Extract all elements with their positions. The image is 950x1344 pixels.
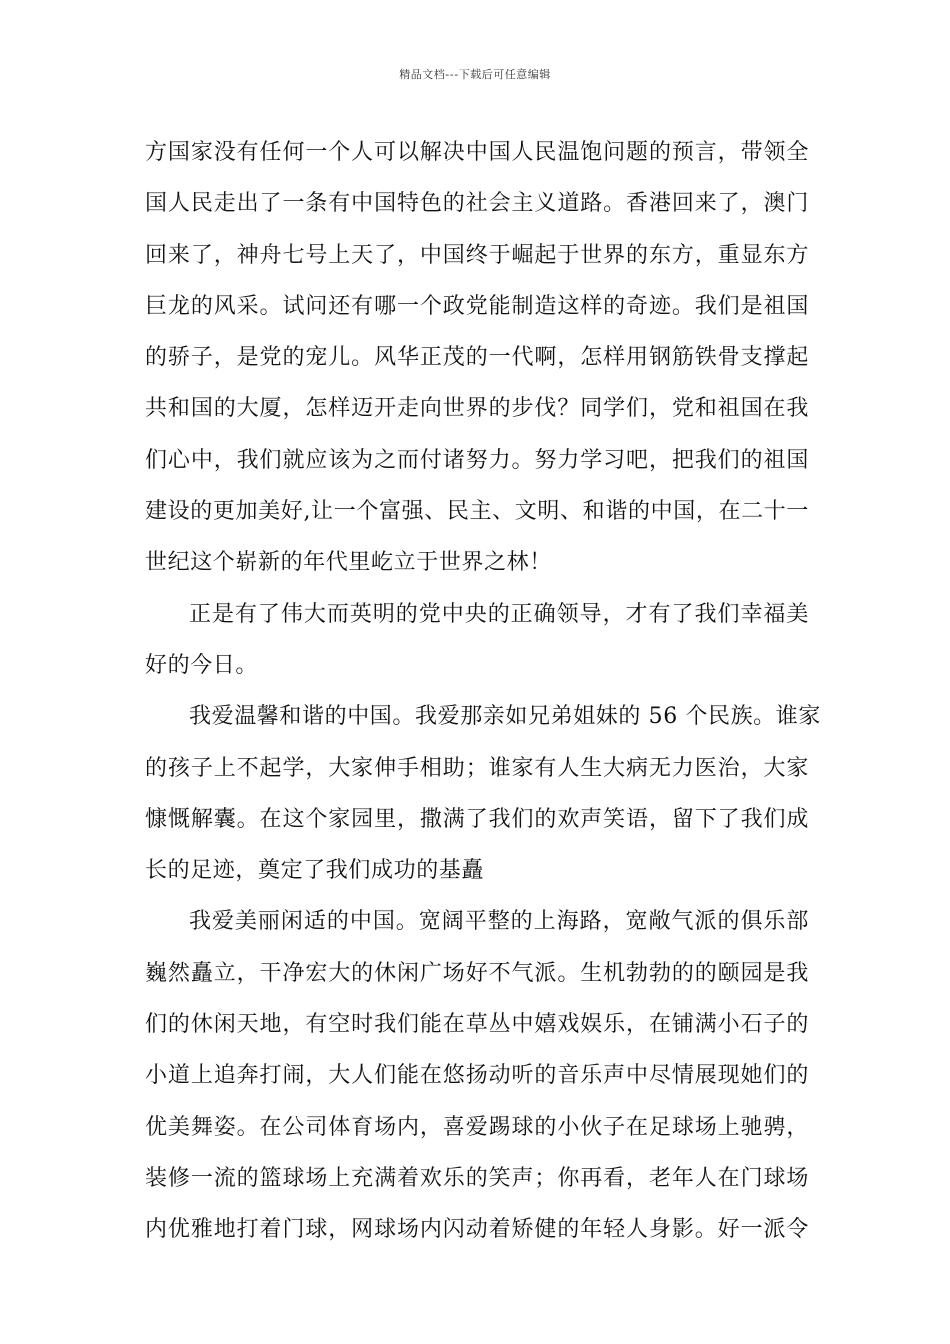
text-line: 优美舞姿。在公司体育场内，喜爱踢球的小伙子在足球场上驰骋， — [145, 1114, 809, 1140]
text-line: 好的今日。 — [145, 652, 259, 678]
text-line: 国人民走出了一条有中国特色的社会主义道路。香港回来了，澳门 — [145, 191, 809, 217]
text-line: 们心中，我们就应该为之而付诸努力。努力学习吧，把我们的祖国 — [145, 447, 809, 473]
document-body — [145, 127, 821, 1256]
text-line: 共和国的大厦，怎样迈开走向世界的步伐？同学们，党和祖国在我 — [145, 396, 809, 422]
text-line: 世纪这个崭新的年代里屹立于世界之林！ — [145, 550, 552, 576]
text-line: 慷慨解囊。在这个家园里，撒满了我们的欢声笑语，留下了我们成 — [145, 806, 809, 832]
text-line: 建设的更加美好,让一个富强、民主、文明、和谐的中国，在二十一 — [145, 499, 809, 525]
text-line: 的孩子上不起学，大家伸手相助；谁家有人生大病无力医治，大家 — [145, 755, 809, 781]
text-line: 巍然矗立，干净宏大的休闲广场好不气派。生机勃勃的的颐园是我 — [145, 960, 809, 986]
text-line: 小道上追奔打闹，大人们能在悠扬动听的音乐声中尽情展现她们的 — [145, 1063, 809, 1089]
text-line: 们的休闲天地，有空时我们能在草丛中嬉戏娱乐，在铺满小石子的 — [145, 1012, 809, 1038]
text-line: 我爱美丽闲适的中国。宽阔平整的上海路，宽敞气派的俱乐部 — [189, 909, 809, 935]
text-line: 正是有了伟大而英明的党中央的正确领导，才有了我们幸福美 — [189, 601, 809, 627]
text-line: 我爱温馨和谐的中国。我爱那亲如兄弟姐妹的 56 个民族。谁家 — [189, 704, 821, 730]
text-line: 内优雅地打着门球，网球场内闪动着矫健的年轻人身影。好一派令 — [145, 1217, 809, 1243]
text-line: 巨龙的风采。试问还有哪一个政党能制造这样的奇迹。我们是祖国 — [145, 293, 809, 319]
text-line: 装修一流的篮球场上充满着欢乐的笑声；你再看，老年人在门球场 — [145, 1165, 809, 1191]
text-line: 的骄子，是党的宠儿。风华正茂的一代啊，怎样用钢筋铁骨支撑起 — [145, 345, 809, 371]
text-line: 方国家没有任何一个人可以解决中国人民温饱问题的预言，带领全 — [145, 140, 809, 165]
page-header: 精品文档---下载后可任意编辑 — [399, 68, 551, 81]
text-line: 回来了，神舟七号上天了，中国终于崛起于世界的东方，重显东方 — [145, 242, 809, 268]
text-line: 长的足迹，奠定了我们成功的基矗 — [145, 858, 485, 884]
